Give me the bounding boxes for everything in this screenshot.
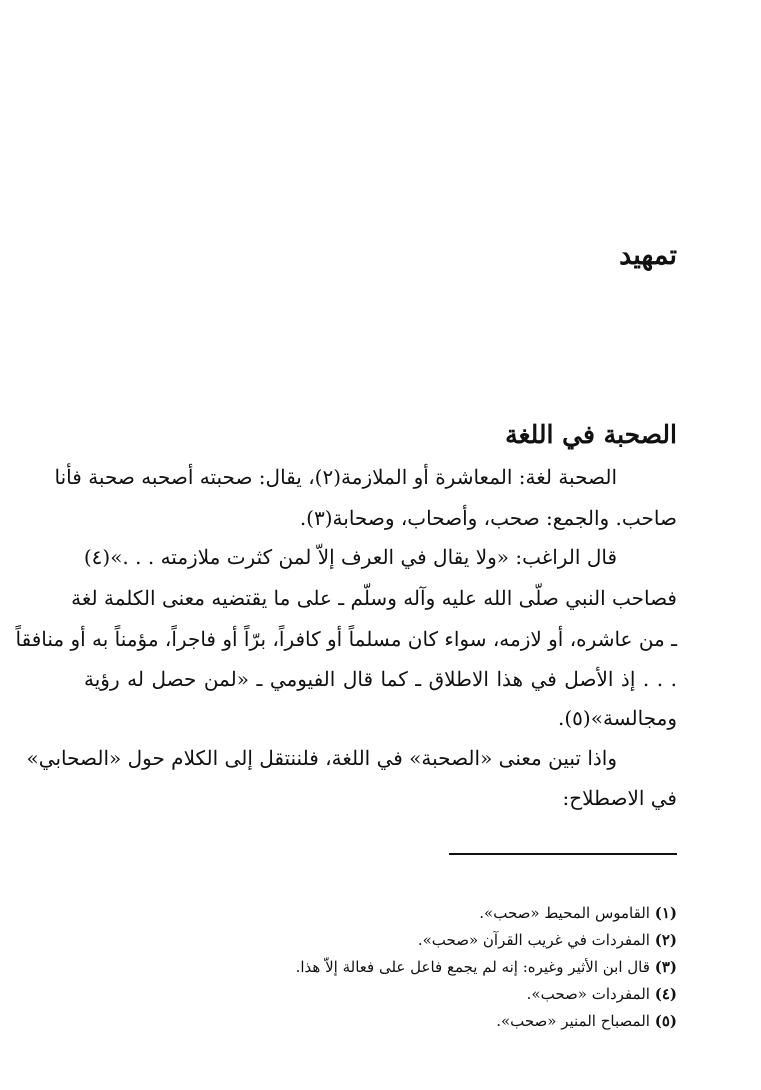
footnote-number: (١) bbox=[654, 904, 677, 922]
body-line: الصحبة لغة: المعاشرة أو الملازمة(٢)، يقال: صحبته أصحبه صحبة فأنا bbox=[54, 465, 617, 489]
body-line: ومجالسة»(٥). bbox=[558, 706, 677, 730]
footnote bbox=[84, 902, 677, 924]
footnote bbox=[84, 956, 677, 978]
body-line: ـ من عاشره، أو لازمه، سواء كان مسلماً أو كافراً، برّاً أو فاجراً، مؤمناً به أو منافقاً bbox=[15, 627, 677, 651]
footnote bbox=[84, 1010, 677, 1032]
footnote-divider bbox=[449, 853, 677, 855]
footnote-text: المفردات في غريب القرآن «صحب». bbox=[417, 931, 650, 949]
footnote-text: القاموس المحيط «صحب». bbox=[479, 904, 650, 922]
footnote-number: (٥) bbox=[654, 1012, 677, 1030]
body-line: في الاصطلاح: bbox=[562, 786, 677, 810]
body-line: . . . إذ الأصل في هذا الاطلاق ـ كما قال الفيومي ـ «لمن حصل له رؤية bbox=[84, 667, 677, 691]
footnote bbox=[84, 929, 677, 951]
footnote-text: المصباح المنير «صحب». bbox=[496, 1012, 650, 1030]
footnote-text: قال ابن الأثير وغيره: إنه لم يجمع فاعل على فعالة إلاّ هذا. bbox=[295, 958, 650, 976]
footnote bbox=[84, 983, 677, 1005]
body-line: واذا تبين معنى «الصحبة» في اللغة، فلننتقل إلى الكلام حول «الصحابي» bbox=[26, 746, 617, 770]
footnote-number: (٤) bbox=[654, 985, 677, 1003]
body-line: قال الراغب: «ولا يقال في العرف إلاّ لمن كثرت ملازمته . . .»(٤) bbox=[83, 545, 617, 569]
footnote-number: (٢) bbox=[654, 931, 677, 949]
section-title: الصحبة في اللغة bbox=[505, 420, 677, 449]
chapter-title: تمهيد bbox=[619, 240, 677, 271]
body-line: صاحب. والجمع: صحب، وأصحاب، وصحابة(٣). bbox=[299, 506, 677, 530]
footnote-text: المفردات «صحب». bbox=[526, 985, 650, 1003]
footnote-number: (٣) bbox=[654, 958, 677, 976]
body-line: فصاحب النبي صلّى الله عليه وآله وسلّم ـ على ما يقتضيه معنى الكلمة لغة bbox=[71, 586, 677, 610]
